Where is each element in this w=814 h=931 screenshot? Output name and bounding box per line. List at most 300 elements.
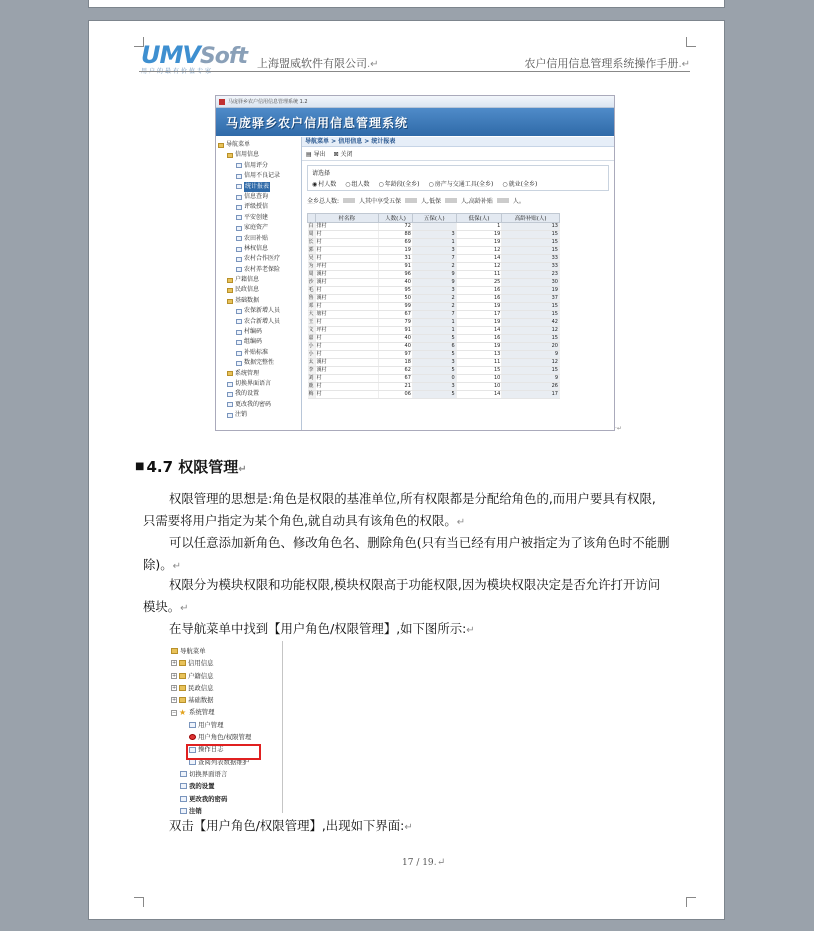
- tree-item[interactable]: [218, 348, 299, 358]
- table-cell: 村: [315, 247, 379, 255]
- table-cell: 村: [315, 303, 379, 311]
- expand-icon[interactable]: +: [172, 660, 177, 667]
- table-cell: 王: [308, 319, 314, 325]
- table-cell: 3: [412, 231, 456, 239]
- table-cell: 67: [379, 311, 413, 319]
- table-cell: 69: [379, 239, 413, 247]
- tree-item-label: 农田补贴: [244, 234, 269, 242]
- tree-item[interactable]: [218, 182, 299, 192]
- expand-icon[interactable]: +: [172, 685, 177, 692]
- table-cell: 1: [456, 223, 502, 231]
- tree-item-label: 农合新增人员: [244, 317, 281, 325]
- table-row[interactable]: [308, 255, 560, 263]
- table-cell: 06: [379, 391, 413, 399]
- menu-tree-label: 系统管理: [189, 708, 215, 717]
- summary-line: [302, 195, 614, 206]
- menu-tree-item[interactable]: [171, 768, 280, 780]
- table-cell: 2: [412, 295, 456, 303]
- app-icon: [219, 99, 225, 105]
- paragraph-permission-types: 权限分为模块权限和功能权限,模块权限高于功能权限,因为模块权限决定是否允许打开访问 模块。↵: [143, 577, 661, 614]
- tree-item[interactable]: [218, 192, 299, 202]
- table-cell: 17: [502, 391, 560, 399]
- table-cell: 3: [412, 287, 456, 295]
- document-icon: [227, 402, 233, 407]
- table-row[interactable]: [308, 287, 560, 295]
- table-cell: 10: [456, 375, 502, 383]
- breadcrumb: 导航菜单 > 信用信息 > 统计报表: [302, 137, 614, 147]
- document-icon: [180, 771, 187, 777]
- folder-icon: [171, 648, 178, 654]
- table-cell: 40: [379, 279, 413, 287]
- document-icon: [189, 722, 196, 728]
- table-cell: 塘村: [315, 311, 379, 319]
- table-cell: 23: [502, 271, 560, 279]
- tree-item-label: 信用不良记录: [244, 172, 281, 180]
- table-cell: 62: [379, 367, 413, 375]
- summary-text: 人,低保: [421, 198, 441, 205]
- paragraph-double-click: 双击【用户角色/权限管理】,出现如下界面:↵: [169, 818, 413, 833]
- menu-tree-label: 操作日志: [198, 745, 224, 754]
- table-row[interactable]: [308, 231, 560, 239]
- tree-item-label: 户籍信息: [235, 276, 260, 284]
- paragraph-find-menu: 在导航菜单中找到【用户角色/权限管理】,如下图所示:↵: [169, 621, 475, 636]
- summary-text: 全乡总人数:: [307, 198, 340, 205]
- menu-tree-label: 基础数据: [188, 696, 214, 705]
- tree-item[interactable]: [218, 327, 299, 337]
- table-row[interactable]: [308, 303, 560, 311]
- document-icon: [236, 205, 242, 210]
- navigation-menu-screenshot: [169, 641, 283, 813]
- table-cell: 19: [456, 231, 502, 239]
- tree-item[interactable]: [218, 379, 299, 389]
- report-type-radio[interactable]: ○ 房产与交通工具(全乡): [428, 179, 493, 188]
- document-icon: [236, 226, 242, 231]
- table-cell: 19: [456, 343, 502, 351]
- menu-tree-label: 我的设置: [189, 782, 215, 791]
- table-cell: 周: [308, 231, 314, 237]
- tree-item[interactable]: [218, 317, 299, 327]
- tree-item-label: 农村合作医疗: [244, 255, 281, 263]
- column-header[interactable]: 五保(人): [412, 214, 456, 223]
- table-cell: 37: [502, 295, 560, 303]
- menu-tree-item[interactable]: [171, 694, 280, 706]
- column-header[interactable]: 高龄补贴(人): [502, 214, 560, 223]
- table-cell: 19: [456, 319, 502, 327]
- table-cell: 13: [456, 351, 502, 359]
- table-cell: 18: [379, 359, 413, 367]
- tree-item[interactable]: [218, 202, 299, 212]
- summary-text: 人,高龄补贴: [460, 198, 493, 205]
- column-header[interactable]: 低保(人): [456, 214, 502, 223]
- menu-tree-label: 用户角色/权限管理: [198, 733, 252, 742]
- table-row[interactable]: [308, 311, 560, 319]
- table-cell: 2: [412, 263, 456, 271]
- menu-tree-label: 民政信息: [188, 683, 214, 692]
- table-cell: 溪村: [315, 359, 379, 367]
- expand-icon[interactable]: +: [172, 697, 177, 704]
- tree-item[interactable]: [218, 265, 299, 275]
- star-icon: ★: [179, 707, 187, 717]
- menu-tree-item[interactable]: [171, 670, 280, 682]
- tree-item[interactable]: [218, 213, 299, 223]
- menu-tree-label: 户籍信息: [188, 671, 214, 680]
- table-cell: 长: [308, 239, 314, 245]
- table-cell: 10: [456, 383, 502, 391]
- tree-item[interactable]: [218, 150, 299, 160]
- document-icon: [236, 267, 242, 272]
- table-cell: 3: [412, 359, 456, 367]
- table-cell: 19: [456, 303, 502, 311]
- table-cell: 1: [412, 319, 456, 327]
- table-row[interactable]: [308, 239, 560, 247]
- table-cell: 33: [502, 255, 560, 263]
- table-cell: 33: [502, 263, 560, 271]
- table-cell: 95: [379, 287, 413, 295]
- tree-item[interactable]: [218, 306, 299, 316]
- tree-item-label: 村编码: [244, 328, 263, 336]
- table-cell: 42: [502, 319, 560, 327]
- table-row[interactable]: [308, 279, 560, 287]
- table-row[interactable]: [308, 367, 560, 375]
- table-cell: 91: [379, 327, 413, 335]
- close-button[interactable]: ⊠ 关闭: [333, 151, 353, 158]
- table-cell: 30: [502, 279, 560, 287]
- paragraph-mark: ·↵: [615, 425, 622, 432]
- table-cell: 坪村: [315, 327, 379, 335]
- column-header[interactable]: 人数(人): [379, 214, 413, 223]
- table-cell: 31: [379, 255, 413, 263]
- table-cell: 13: [502, 223, 560, 231]
- tree-item[interactable]: [218, 400, 299, 410]
- menu-tree-label: 更改我的密码: [189, 794, 228, 803]
- menu-tree-item[interactable]: [171, 682, 280, 694]
- tree-item[interactable]: [218, 275, 299, 285]
- export-button[interactable]: ▤ 导出: [306, 151, 326, 158]
- table-cell: 5: [412, 367, 456, 375]
- table-cell: 为: [308, 263, 314, 269]
- table-cell: 李: [308, 367, 314, 373]
- table-cell: 1: [412, 239, 456, 247]
- page-number: 17 / 19.↵: [402, 857, 446, 868]
- tree-item-label: 数据完整性: [244, 359, 275, 367]
- table-row[interactable]: [308, 327, 560, 335]
- tree-item-label: 更改我的密码: [235, 400, 272, 408]
- folder-icon: [227, 153, 233, 158]
- folder-icon: [218, 143, 224, 148]
- tree-item-label: 补贴标准: [244, 348, 269, 356]
- table-cell: 40: [379, 343, 413, 351]
- tree-item-label: 家庭资产: [244, 224, 269, 232]
- table-cell: 91: [379, 263, 413, 271]
- table-cell: 坪村: [315, 263, 379, 271]
- table-cell: 67: [379, 375, 413, 383]
- tree-item[interactable]: [218, 369, 299, 379]
- table-cell: 15: [502, 311, 560, 319]
- table-cell: 15: [502, 239, 560, 247]
- table-row[interactable]: [308, 383, 560, 391]
- table-cell: 21: [379, 383, 413, 391]
- table-cell: 97: [379, 351, 413, 359]
- paragraph-permission-concept: 权限管理的思想是:角色是权限的基准单位,所有权限都是分配给角色的,而用户要具有权限, 只需要将用户指定为某个角色,就自动具有该角色的权限。↵: [143, 491, 656, 528]
- report-type-radio[interactable]: ○ 年龄段(全乡): [379, 179, 420, 188]
- tree-item[interactable]: [218, 389, 299, 399]
- document-icon: [236, 174, 242, 179]
- summary-text: 人其中享受五保: [359, 198, 402, 205]
- table-cell: 96: [379, 271, 413, 279]
- table-cell: 7: [412, 255, 456, 263]
- report-table: [307, 213, 560, 399]
- statistics-report-screenshot: [215, 95, 615, 431]
- folder-icon: [227, 288, 233, 293]
- report-type-radio[interactable]: ◉ 村人数: [312, 179, 336, 188]
- table-cell: 鲁: [308, 295, 314, 301]
- document-icon: [227, 392, 233, 397]
- table-cell: 周: [308, 271, 314, 277]
- summary-value: [343, 198, 355, 203]
- tree-item[interactable]: [218, 223, 299, 233]
- table-cell: 鹿: [308, 383, 314, 389]
- tree-item[interactable]: [218, 285, 299, 295]
- table-cell: 16: [456, 287, 502, 295]
- table-cell: 1: [412, 327, 456, 335]
- document-icon: [236, 236, 242, 241]
- table-cell: 邓: [308, 303, 314, 309]
- table-cell: 25: [456, 279, 502, 287]
- table-cell: 40: [379, 335, 413, 343]
- table-cell: 5: [412, 351, 456, 359]
- document-icon: [236, 319, 242, 324]
- section-heading: ■ 4.7 权限管理↵: [135, 458, 247, 476]
- folder-icon: [179, 685, 186, 691]
- table-cell: 14: [456, 327, 502, 335]
- table-cell: 村: [315, 391, 379, 399]
- table-row[interactable]: [308, 247, 560, 255]
- table-cell: 12: [502, 327, 560, 335]
- table-cell: 小: [308, 351, 314, 357]
- folder-icon: [227, 299, 233, 304]
- report-type-radio[interactable]: ○ 就业(全乡): [502, 179, 537, 188]
- table-cell: 太: [308, 359, 314, 365]
- table-cell: 溪村: [315, 279, 379, 287]
- document-icon: [236, 247, 242, 252]
- table-cell: 白: [308, 223, 314, 229]
- tree-item[interactable]: [218, 244, 299, 254]
- summary-value: [497, 198, 509, 203]
- table-cell: 村: [315, 287, 379, 295]
- collapse-icon[interactable]: −: [172, 709, 177, 716]
- table-cell: 村: [315, 255, 379, 263]
- table-cell: 村: [315, 383, 379, 391]
- document-icon: [236, 257, 242, 262]
- document-icon: [180, 796, 187, 802]
- table-row[interactable]: [308, 359, 560, 367]
- folder-icon: [227, 371, 233, 376]
- table-cell: 村: [315, 319, 379, 327]
- table-cell: 村: [315, 335, 379, 343]
- document-icon: [236, 195, 242, 200]
- table-cell: 14: [456, 391, 502, 399]
- table-cell: 5: [412, 335, 456, 343]
- highlight-box: [186, 744, 261, 760]
- table-row[interactable]: [308, 263, 560, 271]
- menu-tree-item[interactable]: [171, 780, 280, 792]
- table-cell: 9: [412, 271, 456, 279]
- tree-item[interactable]: [218, 358, 299, 368]
- table-cell: 16: [456, 335, 502, 343]
- table-cell: 88: [379, 231, 413, 239]
- tree-item-label: 信息查询: [244, 192, 269, 200]
- table-row[interactable]: [308, 343, 560, 351]
- summary-text: 人。: [512, 198, 525, 205]
- menu-tree-label: 注销: [189, 806, 202, 815]
- header-rule: [139, 71, 690, 72]
- tree-item-label: 统计报表: [244, 182, 270, 192]
- table-row[interactable]: [308, 295, 560, 303]
- summary-value: [445, 198, 457, 203]
- tree-item-label: 系统管理: [235, 369, 260, 377]
- table-cell: 排村: [315, 223, 379, 231]
- document-icon: [236, 215, 242, 220]
- tree-item[interactable]: [218, 234, 299, 244]
- table-row[interactable]: [308, 351, 560, 359]
- document-icon: [236, 361, 242, 366]
- tree-item[interactable]: [218, 296, 299, 306]
- table-row[interactable]: [308, 375, 560, 383]
- folder-icon: [179, 697, 186, 703]
- table-cell: 村: [315, 231, 379, 239]
- tree-item[interactable]: [218, 254, 299, 264]
- table-cell: 12: [502, 359, 560, 367]
- table-cell: 郭: [308, 247, 314, 253]
- expand-icon[interactable]: +: [172, 672, 177, 679]
- column-header[interactable]: 村名称: [315, 214, 379, 223]
- column-header[interactable]: [308, 214, 316, 223]
- tree-item-label: 信用评分: [244, 161, 269, 169]
- table-cell: 大: [308, 311, 314, 317]
- document-icon: [236, 340, 242, 345]
- manual-title: 农户信用信息管理系统操作手册.↵: [524, 57, 690, 70]
- tree-item-label: 基础数据: [235, 296, 260, 304]
- table-cell: 3: [412, 383, 456, 391]
- table-cell: 5: [412, 391, 456, 399]
- table-cell: 99: [379, 303, 413, 311]
- table-cell: 15: [502, 335, 560, 343]
- menu-tree-label: 查阅列表数据维护: [198, 757, 250, 766]
- table-cell: 19: [502, 287, 560, 295]
- company-logo: UMVSoft 用户的最有价值专家: [141, 41, 247, 75]
- document-icon: [236, 330, 242, 335]
- table-cell: 溪村: [315, 295, 379, 303]
- menu-tree-label: 用户管理: [198, 720, 224, 729]
- table-cell: 村: [315, 351, 379, 359]
- menu-tree-item[interactable]: [171, 645, 280, 657]
- tree-item-label: 民政信息: [235, 286, 260, 294]
- table-cell: 16: [456, 295, 502, 303]
- tree-item-label: 切换界面语言: [235, 379, 272, 387]
- menu-tree-item[interactable]: [171, 793, 280, 805]
- tree-item[interactable]: [218, 410, 299, 420]
- table-cell: 15: [502, 367, 560, 375]
- filter-group: [307, 165, 609, 191]
- document-icon: [236, 351, 242, 356]
- corner-mark: [686, 37, 696, 47]
- table-row[interactable]: [308, 223, 560, 231]
- tree-item-label: 我的设置: [235, 390, 260, 398]
- table-cell: 17: [456, 311, 502, 319]
- tree-item[interactable]: [218, 171, 299, 181]
- table-cell: 溪村: [315, 271, 379, 279]
- table-cell: 刘: [308, 375, 314, 381]
- table-cell: 村: [315, 239, 379, 247]
- navigation-tree: [216, 137, 302, 430]
- table-cell: 15: [502, 303, 560, 311]
- tree-item-label: 注销: [235, 411, 248, 419]
- table-cell: 50: [379, 295, 413, 303]
- table-cell: 19: [379, 247, 413, 255]
- paragraph-role-edit: 可以任意添加新角色、修改角色名、删除角色(只有当已经有用户被指定为了该角色时不能删 除)。↵: [143, 535, 670, 572]
- table-row[interactable]: [308, 391, 560, 399]
- document-icon: [227, 382, 233, 387]
- table-cell: 72: [379, 223, 413, 231]
- tree-item[interactable]: [218, 161, 299, 171]
- table-cell: 村: [315, 343, 379, 351]
- table-cell: 11: [456, 271, 502, 279]
- tree-item-label: 平安创建: [244, 213, 269, 221]
- window-titlebar: [216, 96, 614, 108]
- role-icon: [189, 734, 196, 740]
- report-toolbar: [302, 147, 614, 161]
- table-cell: 12: [456, 247, 502, 255]
- previous-page-bottom: [88, 0, 725, 8]
- menu-tree-item[interactable]: [171, 657, 280, 669]
- corner-mark: [686, 897, 696, 907]
- menu-tree-item[interactable]: [171, 731, 280, 743]
- table-cell: 文: [308, 327, 314, 333]
- corner-mark: [134, 897, 144, 907]
- tree-item-label: 组编码: [244, 338, 263, 346]
- table-cell: 26: [502, 383, 560, 391]
- table-row[interactable]: [308, 319, 560, 327]
- menu-tree-label: 信用信息: [188, 659, 214, 668]
- tree-item-label: 导航菜单: [226, 141, 251, 148]
- document-icon: [236, 184, 242, 189]
- tree-item[interactable]: [218, 337, 299, 347]
- table-row[interactable]: [308, 335, 560, 343]
- app-banner: 马庞驿乡农户信用信息管理系统: [216, 108, 614, 136]
- document-icon: [180, 783, 187, 789]
- table-cell: 20: [502, 343, 560, 351]
- table-cell: 吴: [308, 255, 314, 261]
- table-cell: 19: [456, 239, 502, 247]
- menu-tree-item[interactable]: [171, 706, 280, 718]
- table-cell: 7: [412, 311, 456, 319]
- table-row[interactable]: [308, 271, 560, 279]
- folder-icon: [179, 673, 186, 679]
- table-cell: 3: [412, 247, 456, 255]
- report-type-radio[interactable]: ○ 组人数: [345, 179, 369, 188]
- table-cell: 9: [502, 375, 560, 383]
- tree-item-label: 信用信息: [235, 151, 260, 159]
- tree-item-label: 农村养老保险: [244, 265, 281, 273]
- folder-icon: [227, 278, 233, 283]
- table-cell: 小: [308, 343, 314, 349]
- table-cell: 毛: [308, 287, 314, 293]
- document-page: [88, 20, 725, 920]
- tree-item-label: 农保新增人员: [244, 307, 281, 315]
- menu-tree-item[interactable]: [171, 719, 280, 731]
- tree-item[interactable]: [218, 140, 299, 150]
- document-icon: [236, 309, 242, 314]
